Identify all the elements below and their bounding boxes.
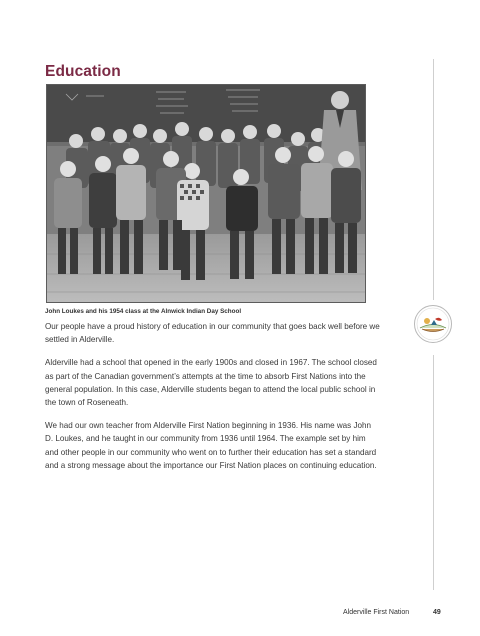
footer-publication: Alderville First Nation [343, 609, 410, 616]
paragraph: Alderville had a school that opened in the early 1900s and closed in 1967. The school closed as part of the Canadian government’s attempts at the time to absorb First Nations into the general population. In this case, Alderville students began to attend the local public school in the town of Roseneath. [45, 358, 377, 408]
page-number: 49 [433, 609, 441, 616]
class-photo [46, 84, 366, 303]
photo-caption: John Loukes and his 1954 class at the Alnwick Indian Day School [45, 308, 242, 315]
paragraph: Our people have a proud history of education in our community that goes back well before we settled in Alderville. [45, 322, 380, 345]
body-text [45, 320, 380, 482]
logo-emblem-icon [413, 304, 453, 344]
paragraph: We had our own teacher from Alderville First Nation beginning in 1936. His name was John D. Loukes, and he taught in our community from 1936 until 1964. The example set by him and other people in our community who went on to further their education has set a standard and a strong message about the importance our First Nation places on continuing education. [45, 421, 377, 470]
margin-rule [433, 355, 434, 590]
margin-rule [433, 59, 434, 300]
page-title: Education [45, 63, 121, 80]
